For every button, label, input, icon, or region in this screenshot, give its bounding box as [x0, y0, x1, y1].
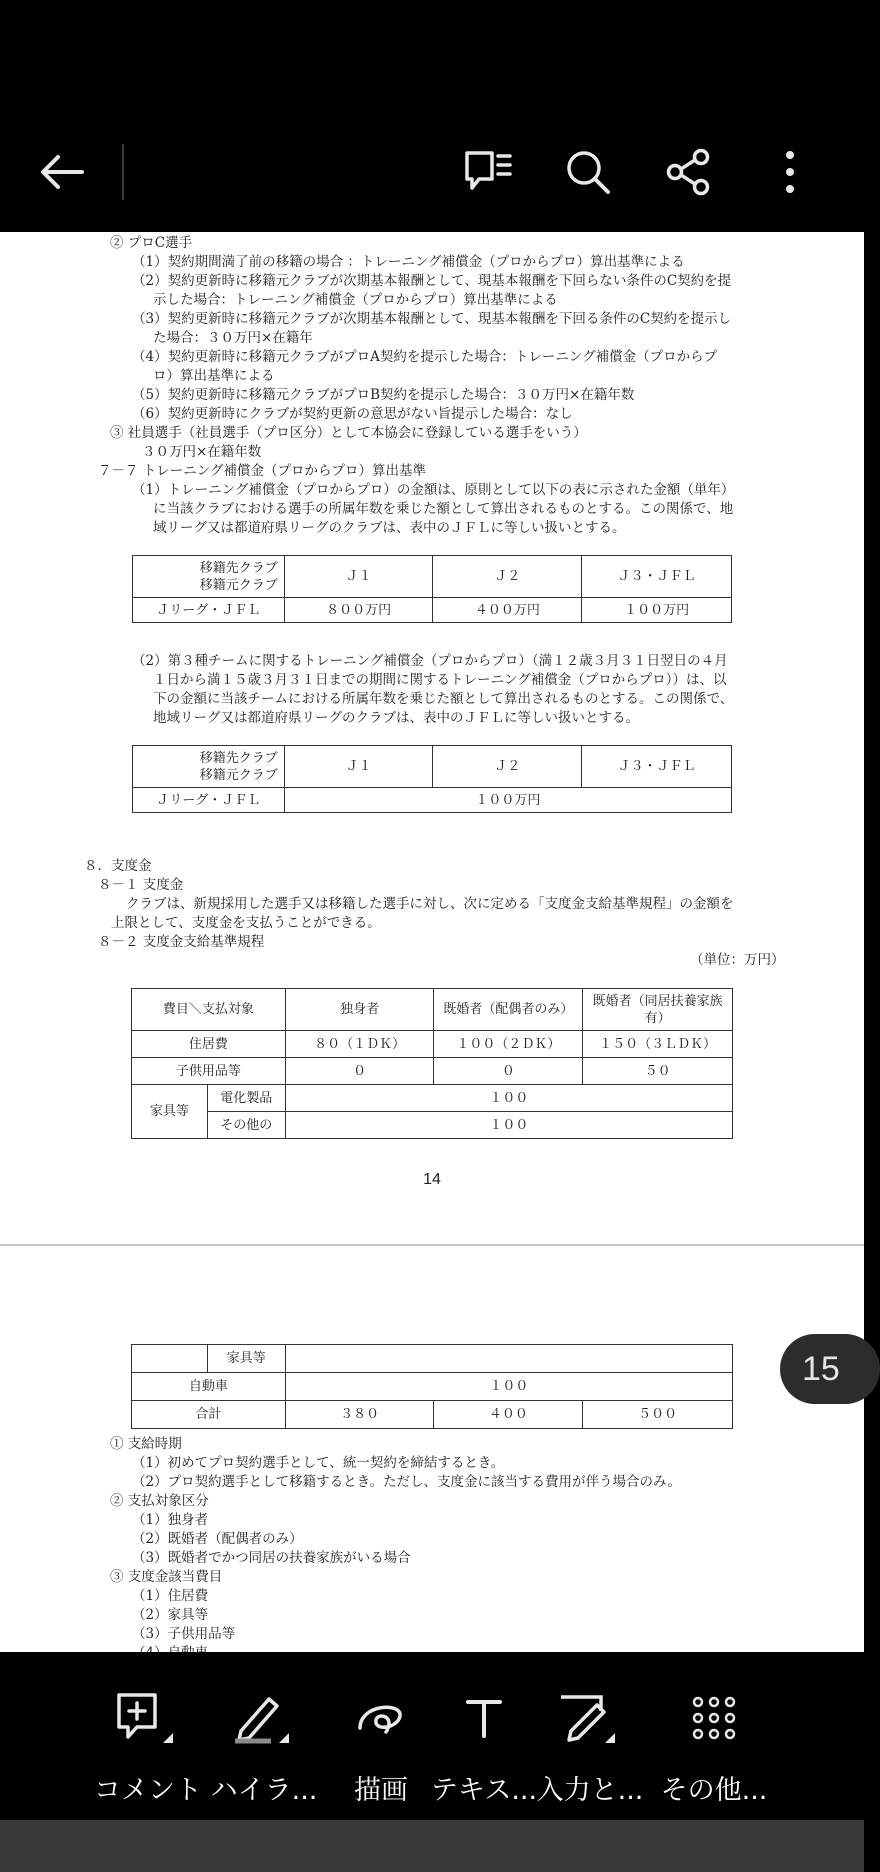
col-header: Ｊ３・ＪＦＬ	[582, 556, 732, 598]
text-line: 域リーグ又は都道府県リーグのクラブは、表中のＪＦＬに等しい扱いとする。	[153, 520, 626, 536]
comment-list-icon	[462, 148, 514, 196]
fill-sign-icon	[557, 1691, 623, 1745]
table-cell: １００	[285, 1085, 732, 1112]
more-options-button[interactable]	[754, 136, 826, 208]
text-line: に当該クラブにおける選手の所属年数を乗じた額として算出されるものとする。この関係で、地	[153, 501, 734, 517]
table-cell: ５０	[583, 1058, 733, 1085]
text-tool[interactable]	[432, 1652, 536, 1820]
text-line: 下の金額に当該チームにおける所属年数を乗じた額として算出されるものとする。この関係で、	[153, 691, 734, 707]
bottom-tool-bar	[0, 1652, 864, 1820]
row-label: 電化製品	[207, 1085, 285, 1112]
row-label: Ｊリーグ・ＪＦＬ	[133, 598, 285, 623]
text-line: 上限として、支度金を支払うことができる。	[111, 915, 381, 931]
share-icon	[665, 148, 713, 196]
row-label: 自動車	[132, 1373, 286, 1401]
col-header: Ｊ１	[284, 556, 433, 598]
section-heading: ③ 支度金該当費目	[110, 1569, 223, 1585]
more-vert-icon	[784, 150, 796, 194]
table-cell: ８０（１ＤＫ）	[285, 1031, 434, 1058]
row-label: 家具等	[207, 1345, 285, 1373]
col-header: Ｊ２	[433, 556, 582, 598]
table-cell	[132, 1345, 208, 1373]
table-corner-header: 費目＼支払対象	[132, 989, 286, 1031]
text-line: （6）契約更新時にクラブが契約更新の意思がない旨提示した場合：なし	[132, 406, 573, 422]
tool-label: 入力と...	[536, 1775, 644, 1806]
comment-add-icon	[115, 1691, 181, 1745]
arrow-left-icon	[40, 154, 84, 190]
table-corner-header: 移籍先クラブ 移籍元クラブ	[133, 746, 285, 788]
text-line: （2）プロ契約選手として移籍するとき。ただし、支度金に該当する費用が伴う場合のみ。	[132, 1474, 681, 1490]
comments-button[interactable]	[452, 136, 524, 208]
col-header: Ｊ３・ＪＦＬ	[582, 746, 732, 788]
table-cell: ０	[434, 1058, 583, 1085]
text-line: クラブは、新規採用した選手又は移籍した選手に対し、次に定める「支度金支給基準規程」の金額を	[126, 896, 734, 912]
fill-and-sign-tool[interactable]	[538, 1652, 642, 1820]
section-heading: ８．支度金	[84, 858, 152, 874]
table-cell: １００万円	[582, 598, 732, 623]
row-label: 合計	[132, 1401, 286, 1429]
document-viewer[interactable]	[0, 232, 864, 1652]
tool-label: コメント	[94, 1775, 202, 1806]
preparation-allowance-table	[131, 988, 733, 1139]
status-bar	[0, 0, 864, 108]
highlighter-icon	[231, 1691, 297, 1745]
text-line: ③ 社員選手（社員選手（プロ区分）として本協会に登録している選手をいう）	[110, 425, 587, 441]
table-cell: ０	[285, 1058, 434, 1085]
more-tools[interactable]	[652, 1652, 776, 1820]
unit-note: （単位：万円）	[690, 952, 785, 968]
text-line: １日から満１５歳３月３１日までの期間に関するトレーニング補償金（プロからプロ））は、以	[153, 672, 727, 688]
row-label: 子供用品等	[132, 1058, 286, 1085]
text-line: （2）既婚者（配偶者のみ）	[132, 1531, 303, 1547]
system-navigation-bar	[0, 1820, 864, 1872]
col-header: Ｊ１	[284, 746, 433, 788]
comment-tool[interactable]	[88, 1652, 208, 1820]
text-line: （1）トレーニング補償金（プロからプロ）の金額は、原則として以下の表に示された金額（単年）	[132, 482, 735, 498]
section-heading: ８－１ 支度金	[98, 877, 184, 893]
search-button[interactable]	[552, 136, 624, 208]
preparation-allowance-table-continued	[131, 1344, 733, 1429]
draw-icon	[356, 1698, 406, 1738]
row-label: その他の	[207, 1112, 285, 1139]
search-icon	[564, 148, 612, 196]
table-cell: １００	[285, 1112, 732, 1139]
text-line: （2）第３種チームに関するトレーニング補償金（プロからプロ）（満１２歳３月３１日翌日の４月	[132, 653, 728, 669]
row-label: Ｊリーグ・ＪＦＬ	[133, 788, 285, 813]
page-number: 14	[423, 1171, 441, 1188]
col-header: Ｊ２	[433, 746, 582, 788]
text-icon	[464, 1696, 504, 1740]
table-cell: ８００万円	[284, 598, 433, 623]
text-line: ロ）算出基準による	[153, 368, 275, 384]
table-cell: １５０（３ＬＤＫ）	[583, 1031, 733, 1058]
table-cell: ４００	[434, 1401, 583, 1429]
pdf-page-15	[0, 1246, 864, 1666]
col-header: 既婚者（同居扶養家族有）	[583, 989, 733, 1031]
text-line: （1）住居費	[132, 1588, 209, 1604]
draw-tool[interactable]	[340, 1652, 422, 1820]
table-cell: １００	[285, 1373, 732, 1401]
text-line: （1）契約期間満了前の移籍の場合 ：トレーニング補償金（プロからプロ）算出基準による	[132, 254, 685, 270]
text-line: 示した場合：トレーニング補償金（プロからプロ）算出基準による	[153, 292, 558, 308]
table-cell: １００（２ＤＫ）	[434, 1031, 583, 1058]
text-line: た場合：３０万円×在籍年	[153, 330, 313, 346]
page-indicator-badge[interactable]: 15	[780, 1334, 880, 1404]
text-line: （3）既婚者でかつ同居の扶養家族がいる場合	[132, 1550, 411, 1566]
table-cell: １００万円	[284, 788, 731, 813]
text-line: （2）契約更新時に移籍元クラブが次期基本報酬として、現基本報酬を下回らない条件のC契約を提	[132, 273, 732, 289]
table-corner-header: 移籍先クラブ 移籍元クラブ	[133, 556, 285, 598]
third-tier-compensation-table	[132, 745, 732, 813]
text-line: （1）初めてプロ契約選手として、統一契約を締結するとき。	[132, 1455, 505, 1471]
tool-label: テキス...	[430, 1775, 538, 1806]
col-header: 独身者	[285, 989, 434, 1031]
text-line: （4）契約更新時に移籍元クラブがプロA契約を提示した場合：トレーニング補償金（プロからプ	[132, 349, 718, 365]
text-line: ② プロC選手	[110, 235, 193, 251]
table-cell: ３８０	[285, 1401, 434, 1429]
section-heading: ７－７ トレーニング補償金（プロからプロ）算出基準	[98, 463, 427, 479]
text-line: （3）子供用品等	[132, 1626, 236, 1642]
pdf-page-14	[0, 232, 864, 1244]
tool-label: その他...	[660, 1775, 768, 1806]
toolbar-divider	[122, 144, 124, 200]
tool-label: 描画	[354, 1775, 408, 1806]
section-heading: ８－２ 支度金支給基準規程	[98, 934, 265, 950]
section-heading: ① 支給時期	[110, 1436, 182, 1452]
back-button[interactable]	[26, 136, 98, 208]
table-cell: ４００万円	[433, 598, 582, 623]
highlighter-tool[interactable]	[208, 1652, 320, 1820]
text-line: ３０万円×在籍年数	[142, 444, 262, 460]
table-cell	[285, 1345, 732, 1373]
more-grid-icon	[692, 1696, 736, 1740]
share-button[interactable]	[653, 136, 725, 208]
text-line: （2）家具等	[132, 1607, 209, 1623]
group-label: 家具等	[132, 1085, 208, 1139]
col-header: 既婚者（配偶者のみ）	[434, 989, 583, 1031]
text-line: （3）契約更新時に移籍元クラブが次期基本報酬として、現基本報酬を下回る条件のC契約を提示し	[132, 311, 732, 327]
table-cell: ５００	[583, 1401, 733, 1429]
top-toolbar	[0, 108, 864, 232]
section-heading: ② 支払対象区分	[110, 1493, 209, 1509]
training-compensation-table	[132, 555, 732, 623]
text-line: 地域リーグ又は都道府県リーグのクラブは、表中のＪＦＬに等しい扱いとする。	[153, 710, 639, 726]
text-line: （1）独身者	[132, 1512, 209, 1528]
tool-label: ハイラ...	[210, 1775, 318, 1806]
text-line: （5）契約更新時に移籍元クラブがプロB契約を提示した場合：３０万円×在籍年数	[132, 387, 635, 403]
row-label: 住居費	[132, 1031, 286, 1058]
